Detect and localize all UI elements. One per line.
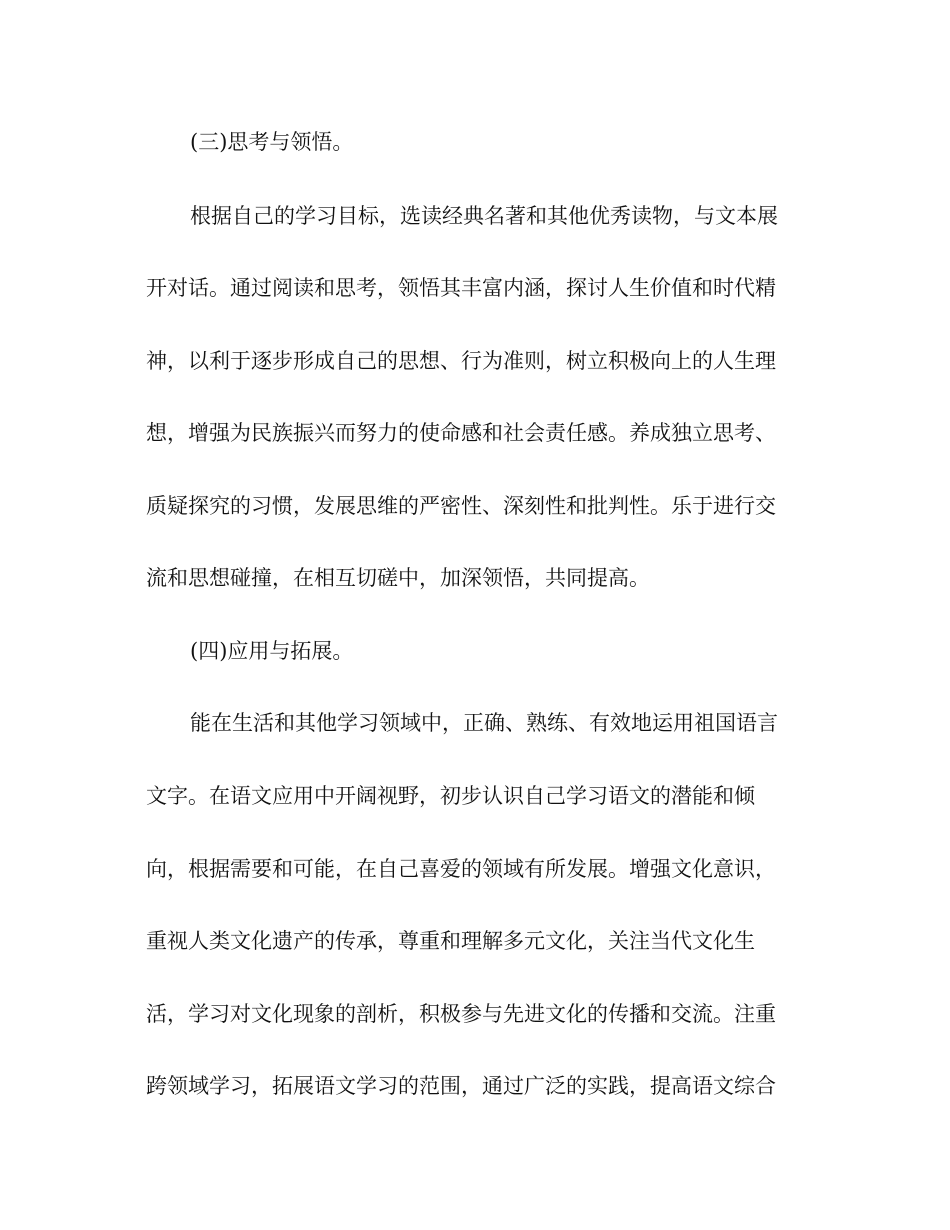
section-4-heading: (四)应用与拓展。 [190, 639, 354, 663]
section-3-heading: (三)思考与领悟。 [190, 130, 354, 154]
section-4-line-2: 文字。在语文应用中开阔视野，初步认识自己学习语文的潜能和倾 [146, 784, 755, 808]
section-3-line-6: 流和思想碰撞，在相互切磋中，加深领悟，共同提高。 [146, 566, 650, 590]
section-4-line-3: 向，根据需要和可能，在自己喜爱的领域有所发展。增强文化意识， [146, 857, 776, 881]
section-4-line-4: 重视人类文化遗产的传承，尊重和理解多元文化，关注当代文化生 [146, 929, 755, 953]
section-3-line-4: 想，增强为民族振兴而努力的使命感和社会责任感。养成独立思考、 [146, 421, 776, 445]
section-3-line-3: 神，以利于逐步形成自己的思想、行为准则，树立积极向上的人生理 [146, 349, 776, 373]
section-4-line-1: 能在生活和其他学习领域中，正确、熟练、有效地运用祖国语言 [190, 711, 778, 735]
section-4-line-5: 活，学习对文化现象的剖析，积极参与先进文化的传播和交流。注重 [146, 1002, 776, 1026]
section-3-line-2: 开对话。通过阅读和思考，领悟其丰富内涵，探讨人生价值和时代精 [146, 276, 776, 300]
section-4-line-6: 跨领域学习，拓展语文学习的范围，通过广泛的实践，提高语文综合 [146, 1074, 776, 1098]
section-3-line-5: 质疑探究的习惯，发展思维的严密性、深刻性和批判性。乐于进行交 [146, 494, 776, 518]
section-3-line-1: 根据自己的学习目标，选读经典名著和其他优秀读物，与文本展 [190, 204, 778, 228]
